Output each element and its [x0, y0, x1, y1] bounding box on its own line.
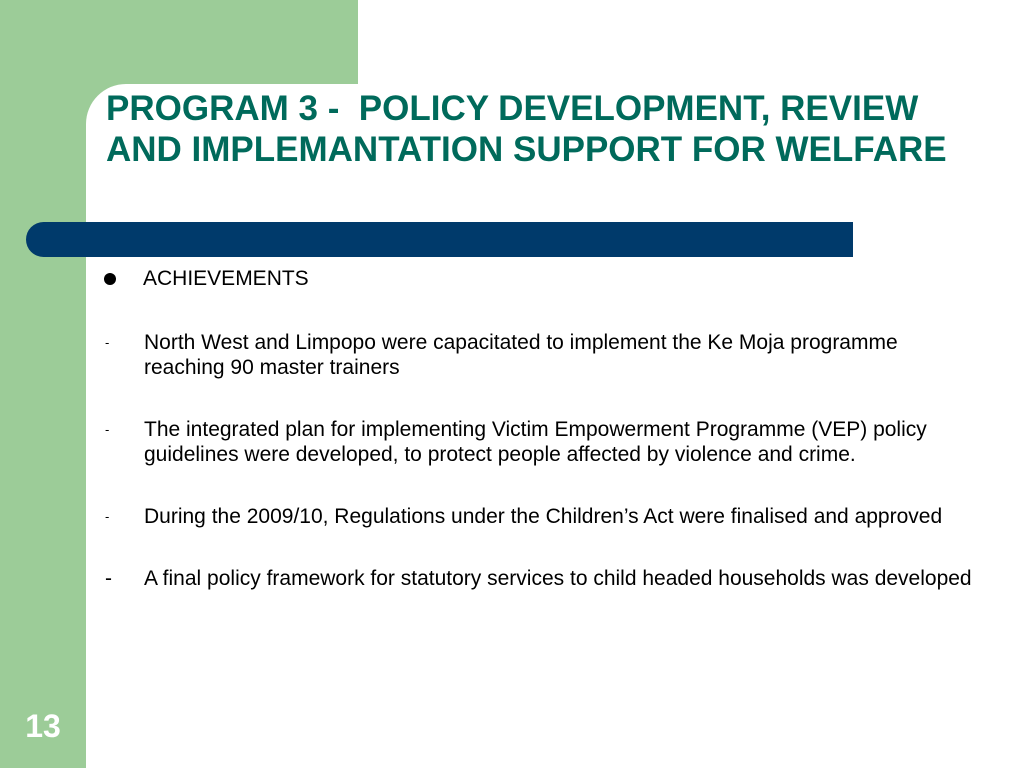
dash-marker: - — [105, 567, 112, 590]
dash-marker: - — [105, 335, 110, 350]
list-item — [104, 417, 984, 467]
dash-marker: - — [105, 422, 110, 437]
list-item — [104, 504, 984, 529]
left-decorative-band — [0, 0, 86, 768]
slide-content — [104, 266, 984, 591]
slide-number: 13 — [25, 708, 61, 744]
list-item-text: The integrated plan for implementing Victim Empowerment Programme (VEP) policy guidelines were developed, to protect people affected by violence and crime. — [144, 418, 927, 466]
list-item — [104, 566, 984, 591]
bullet-dot-icon — [104, 266, 143, 291]
list-item-text: North West and Limpopo were capacitated to implement the Ke Moja programme reaching 90 master trainers — [144, 331, 898, 379]
list-item-text: A final policy framework for statutory services to child headed households was developed — [144, 567, 972, 590]
top-decorative-block — [86, 0, 358, 84]
list-item-text: During the 2009/10, Regulations under the Children’s Act were finalised and approved — [144, 505, 943, 528]
achievements-heading — [104, 266, 984, 291]
heading-text: ACHIEVEMENTS — [143, 267, 309, 290]
slide-title: PROGRAM 3 - POLICY DEVELOPMENT, REVIEW AND IMPLEMANTATION SUPPORT FOR WELFARE — [106, 89, 947, 169]
dash-marker: - — [105, 509, 110, 524]
title-underline-bar — [26, 222, 853, 257]
list-item — [104, 330, 984, 380]
